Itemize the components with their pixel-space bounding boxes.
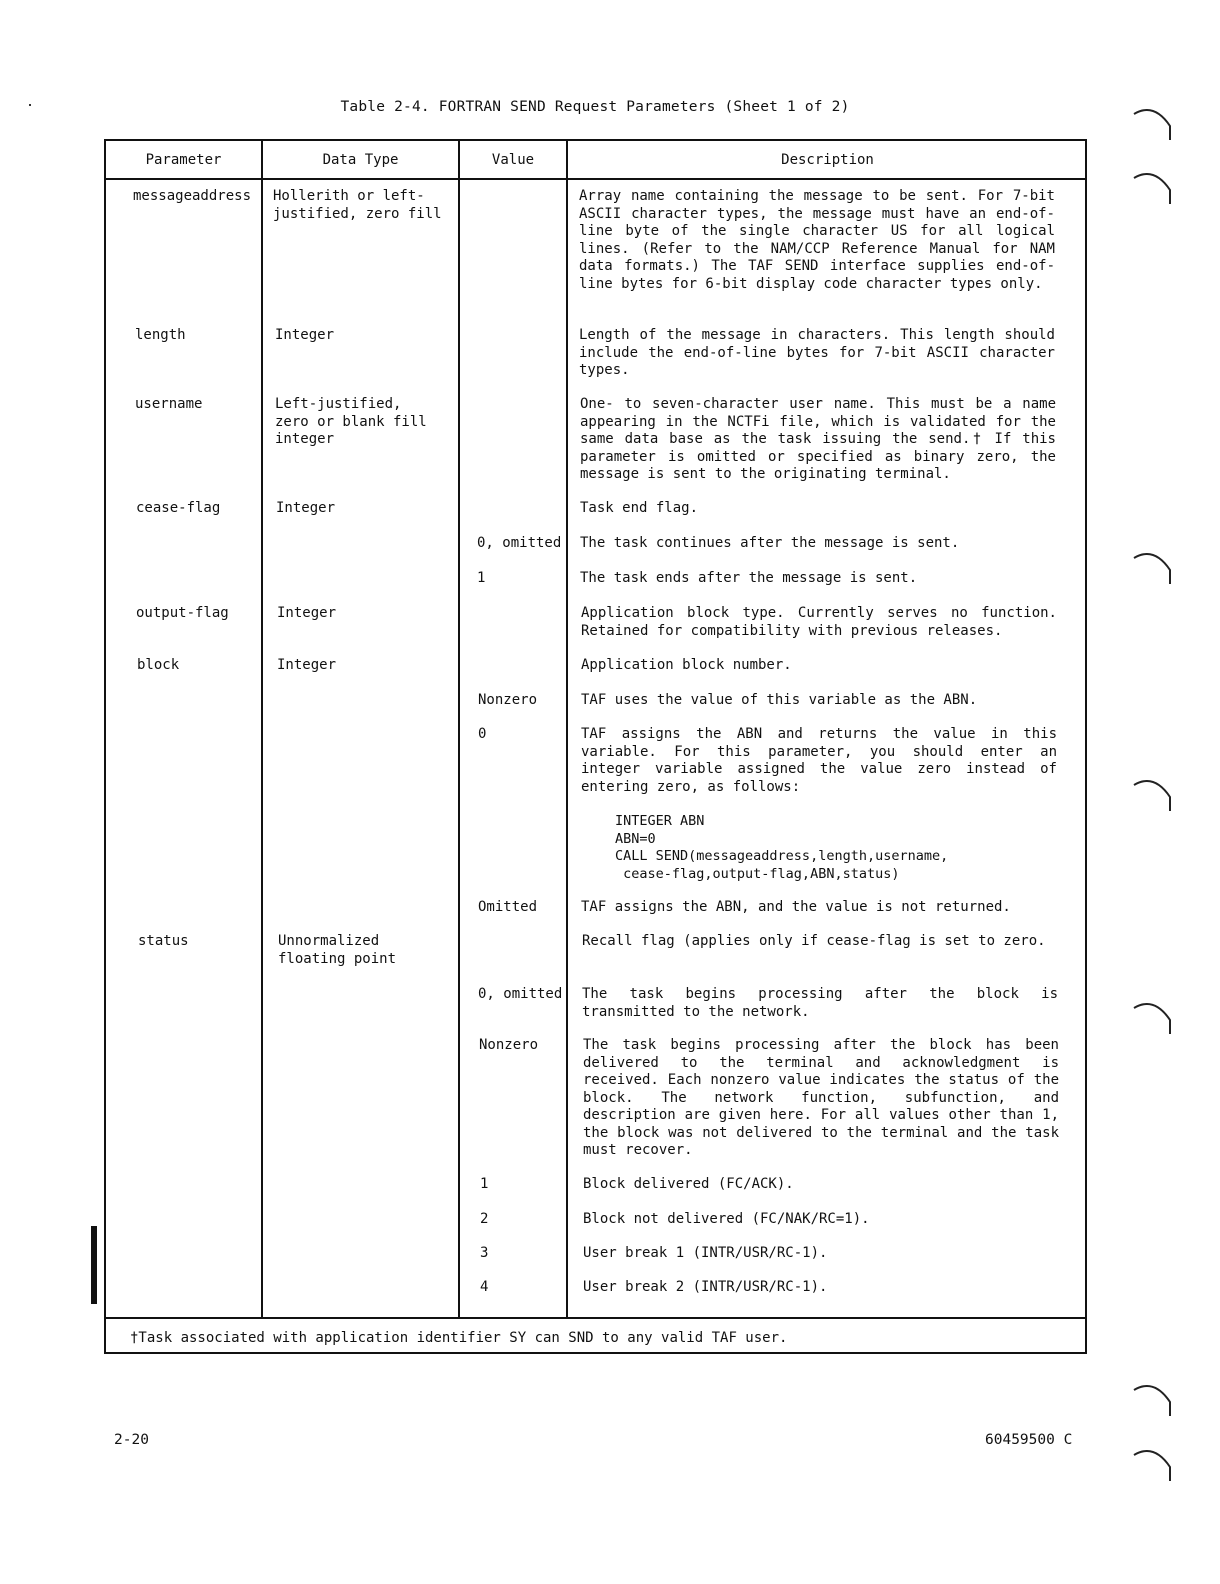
param-status: status (138, 933, 189, 949)
binding-hole-icon (1130, 1445, 1174, 1485)
type-messageaddress: Hollerith or left- justified, zero fill (273, 188, 442, 222)
value-block-omitted: Omitted (478, 899, 538, 915)
desc-block-nonzero: TAF uses the value of this variable as the ABN. (581, 692, 978, 708)
header-data-type: Data Type (322, 152, 399, 168)
desc-cease-flag-0: The task continues after the message is sent. (580, 535, 960, 551)
speck (29, 104, 31, 106)
desc-cease-flag: Task end flag. (580, 500, 699, 516)
type-length: Integer (275, 327, 335, 343)
value-block-0: 0 (478, 726, 487, 742)
desc-status-2: Block not delivered (FC/NAK/RC=1). (583, 1211, 870, 1227)
type-block: Integer (277, 657, 337, 673)
type-username: Left-justified, zero or blank fill integer (275, 396, 427, 447)
value-status-1: 1 (480, 1176, 489, 1192)
binding-hole-icon (1130, 998, 1174, 1038)
desc-block-omitted: TAF assigns the ABN, and the value is not returned. (581, 899, 1011, 915)
desc-output-flag: Application block type. Currently serves no function. Retained for compatibility with previous releases. (581, 605, 1057, 639)
header-parameter: Parameter (145, 152, 222, 168)
binding-hole-icon (1130, 548, 1174, 588)
type-cease-flag: Integer (276, 500, 336, 516)
page-number: 2-20 (114, 1432, 149, 1448)
type-output-flag: Integer (277, 605, 337, 621)
desc-status-3: User break 1 (INTR/USR/RC-1). (583, 1245, 828, 1261)
parameters-table (104, 139, 1087, 1354)
binding-hole-icon (1130, 104, 1174, 144)
desc-status: Recall flag (applies only if cease-flag is set to zero. (582, 933, 1046, 949)
desc-status-4: User break 2 (INTR/USR/RC-1). (583, 1279, 828, 1295)
column-divider (261, 141, 263, 1317)
desc-status-1: Block delivered (FC/ACK). (583, 1176, 794, 1192)
document-number: 60459500 C (985, 1432, 1073, 1448)
column-divider (458, 141, 460, 1317)
code-example: INTEGER ABN ABN=0 CALL SEND(messageaddress,length,username, cease-flag,output-flag,ABN,status) (615, 813, 949, 882)
desc-cease-flag-1: The task ends after the message is sent. (580, 570, 918, 586)
header-description: Description (781, 152, 874, 168)
change-bar (91, 1226, 97, 1304)
value-cease-flag-0: 0, omitted (477, 535, 562, 551)
binding-hole-icon (1130, 775, 1174, 815)
param-messageaddress: messageaddress (133, 188, 252, 204)
desc-status-0: The task begins processing after the block is transmitted to the network. (582, 986, 1058, 1020)
param-output-flag: output-flag (136, 605, 229, 621)
value-status-0: 0, omitted (478, 986, 563, 1002)
binding-hole-icon (1130, 1380, 1174, 1420)
type-status: Unnormalized floating point (278, 933, 397, 967)
footnote-divider (106, 1317, 1085, 1319)
param-username: username (135, 396, 203, 412)
desc-username: One- to seven-character user name. This must be a name appearing in the NCTFi file, which is validated for the same data base as the task issuing the send.† If this parameter is omitted or specified as binary zero, the message is sent to the originating terminal. (580, 396, 1056, 482)
desc-length: Length of the message in characters. This length should include the end-of-line bytes for 7-bit ASCII character types. (579, 327, 1055, 378)
value-block-nonzero: Nonzero (478, 692, 538, 708)
header-value: Value (491, 152, 535, 168)
value-status-nonzero: Nonzero (479, 1037, 539, 1053)
desc-status-nonzero: The task begins processing after the block has been delivered to the terminal and acknowledgment is received. Each nonzero value indicates the status of the block. The network function, subfunction, and description are given here. For all values other than 1, the block was not delivered to the terminal and the task must recover. (583, 1037, 1059, 1158)
param-block: block (137, 657, 180, 673)
table-caption: Table 2-4. FORTRAN SEND Request Parameters (Sheet 1 of 2) (340, 99, 850, 115)
desc-block: Application block number. (581, 657, 792, 673)
value-status-4: 4 (480, 1279, 489, 1295)
binding-hole-icon (1130, 168, 1174, 208)
param-cease-flag: cease-flag (136, 500, 221, 516)
desc-messageaddress: Array name containing the message to be sent. For 7-bit ASCII character types, the message must have an end-of-line byte of the single character US for all logical lines. (Refer to the NAM/CCP Reference Manual for NAM data formats.) The TAF SEND interface supplies end-of-line bytes for 6-bit display code character types only. (579, 188, 1055, 292)
column-divider (566, 141, 568, 1317)
desc-block-0: TAF assigns the ABN and returns the value in this variable. For this parameter, you should enter an integer variable assigned the value zero instead of entering zero, as follows: (581, 726, 1057, 795)
value-cease-flag-1: 1 (477, 570, 486, 586)
table-footnote: †Task associated with application identifier SY can SND to any valid TAF user. (130, 1330, 788, 1346)
header-divider (106, 178, 1085, 180)
param-length: length (135, 327, 186, 343)
value-status-3: 3 (480, 1245, 489, 1261)
value-status-2: 2 (480, 1211, 489, 1227)
